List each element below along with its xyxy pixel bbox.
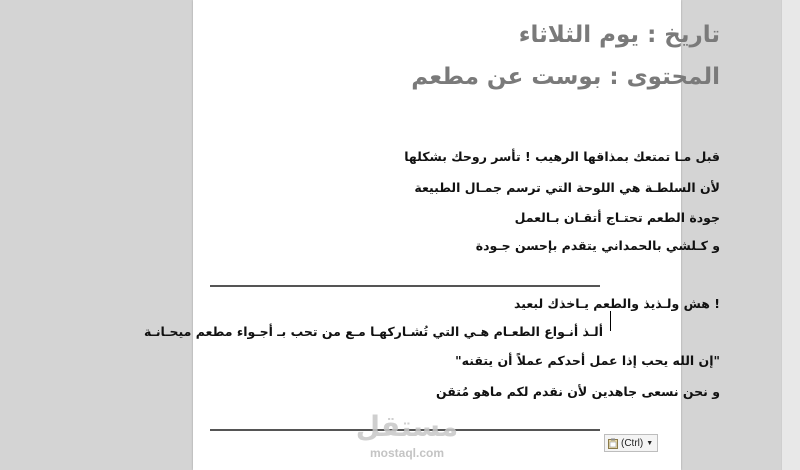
dropdown-arrow-icon: ▼ <box>646 439 654 447</box>
paragraph2-line4: و نحن نسعى جاهدين لأن نقدم لكم ماهو مُتقن <box>435 384 720 399</box>
paragraph1-line4: و كـلشي بالحمداني يتقدم بإحسن جـودة <box>475 238 720 253</box>
clipboard-icon <box>608 438 618 449</box>
paragraph1-line3: جودة الطعم تحتـاج أتقـان بـالعمل <box>514 210 720 225</box>
mostaql-logo: مستقل <box>355 410 459 443</box>
vertical-scrollbar[interactable] <box>781 0 800 470</box>
paragraph1-line1: قبل مـا تمتعك بمذاقها الرهيب ! تأسر روحك بشكلها <box>404 149 720 164</box>
paragraph2-line3: "إن الله يحب إذا عمل أحدكم عملاً أن يتقنه" <box>455 353 720 368</box>
paragraph1-line2: لأن السلطـة هي اللوحة التي ترسم جمـال الطبيعة <box>414 180 720 195</box>
watermark-site: mostaql.com <box>369 446 444 460</box>
horizontal-rule-top <box>210 285 600 287</box>
paragraph2-line1: ! هش ولـذيذ والطعم يـاخذك لبعيد <box>514 296 720 311</box>
heading-date: تاريخ : يوم الثلاثاء <box>518 22 720 48</box>
paragraph2-line2: ألـذ أنـواع الطعـام هـي التي تُشـاركهـا مـع من تحب بـ أجـواء مطعم ميحـانـة <box>144 324 603 339</box>
paste-options-button[interactable] <box>604 434 658 452</box>
paste-options-label: (Ctrl) <box>621 437 644 449</box>
heading-content: المحتوى : بوست عن مطعم <box>411 64 720 90</box>
text-cursor <box>610 311 611 331</box>
